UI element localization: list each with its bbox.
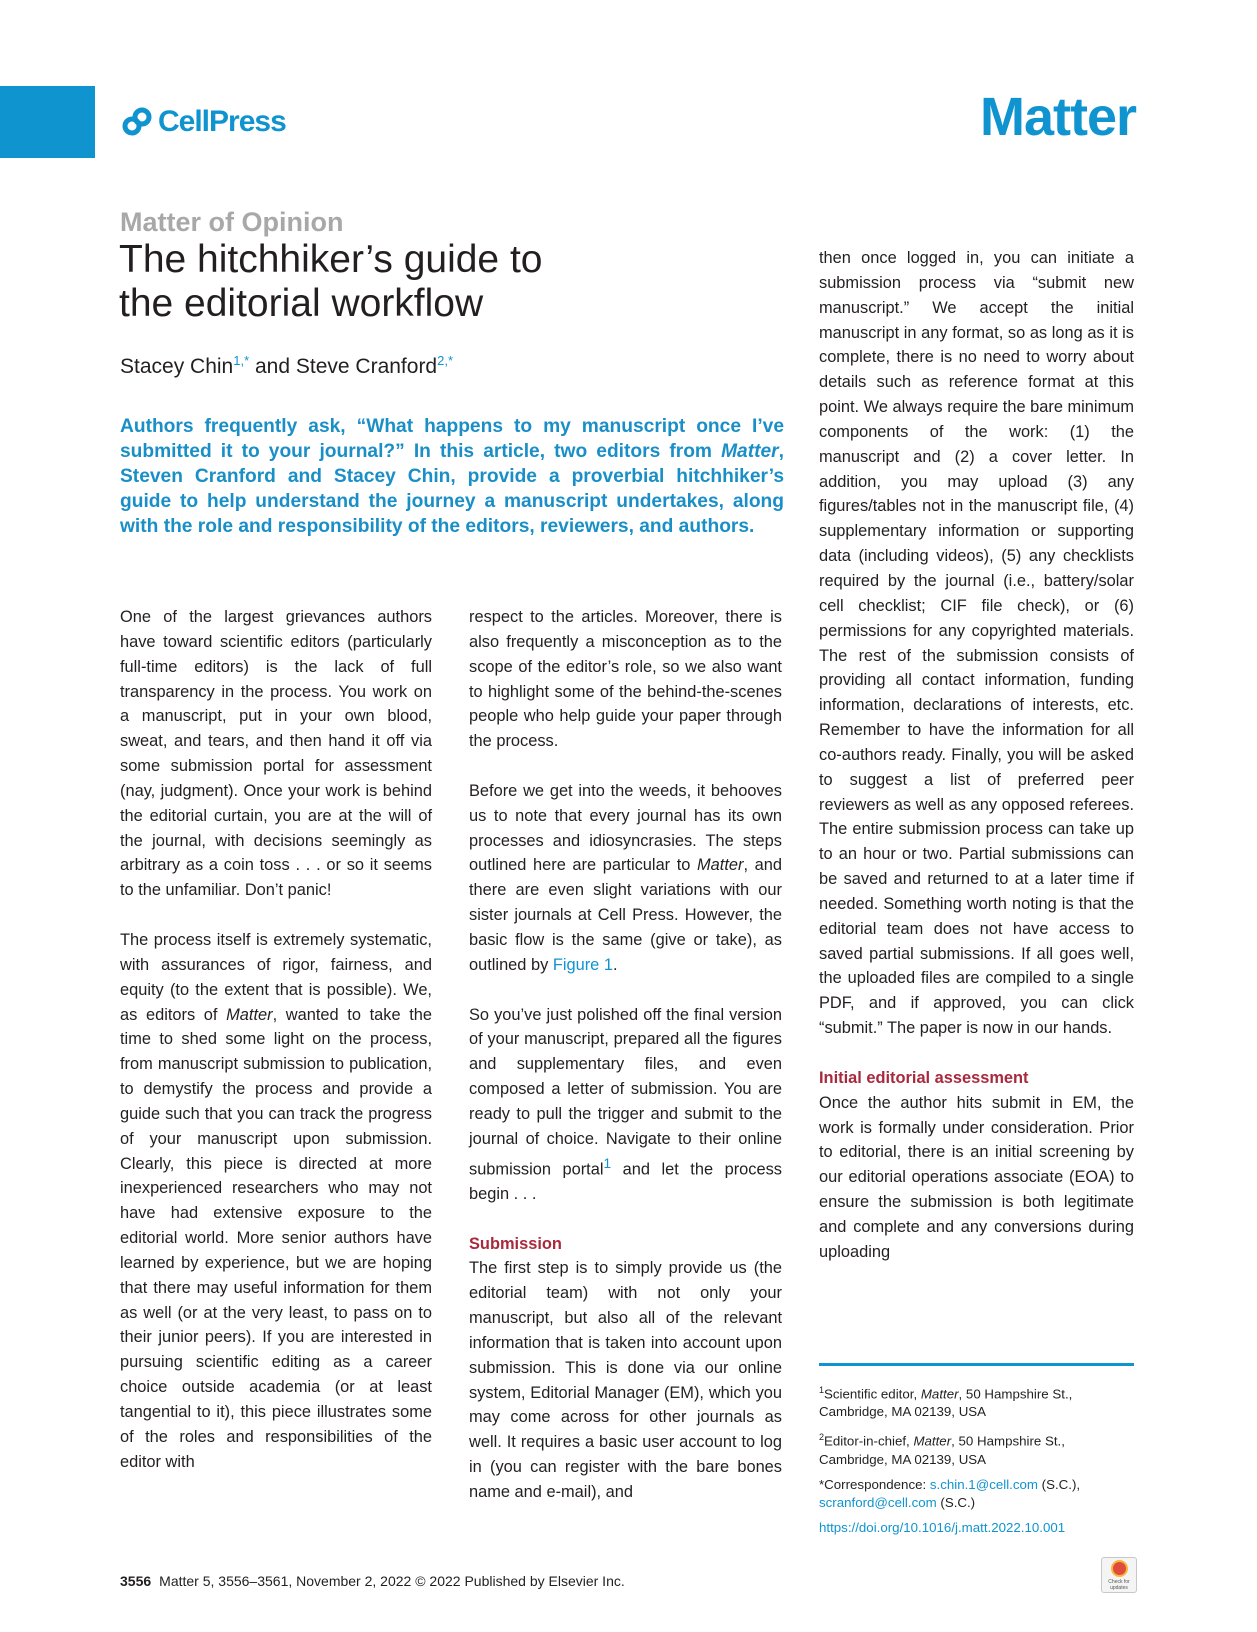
publisher-name: CellPress (158, 105, 286, 138)
author-conjunction: and (254, 355, 291, 378)
note-text: Scientific editor, (824, 1386, 921, 1402)
abstract (120, 415, 784, 540)
citation-line: Matter 5, 3556–3561, November 2, 2022 © 2022 Published by Elsevier Inc. (159, 1573, 625, 1589)
body-column-2 (469, 605, 782, 1530)
page-number: 3556 (120, 1573, 152, 1589)
body-paragraph (469, 1003, 782, 1207)
footnotes (819, 1381, 1134, 1544)
note-text: (S.C.) (936, 1494, 976, 1510)
doi-link[interactable]: https://doi.org/10.1016/j.matt.2022.10.001 (819, 1519, 1066, 1535)
journal-name-italic: Matter (226, 1005, 273, 1024)
paragraph-text: Before we get into the weeds, it behooves us to note that every journal has its own processes and idiosyncrasies. The steps outlined here are particular to (469, 781, 782, 875)
paragraph-text: The first step is to simply provide us (the editorial team) with not only your manuscript, but also all of the relevant information that is taken into account upon submission. This is done via our online system, Editorial Manager (EM), which you may come across for other journals as well. It requires a basic user account to log in (you can register with the bare bones name and e-mail), and (469, 1259, 782, 1501)
author-list (120, 353, 453, 379)
note-text: Editor-in-chief, (824, 1433, 914, 1449)
affiliation-note (819, 1381, 1134, 1421)
body-paragraph (819, 1066, 1134, 1265)
paragraph-text: , and there are even slight variations with our sister journals at Cell Press. However, the basic flow is the same (give or take), as outlined by (469, 856, 782, 974)
reference-1-link[interactable]: 1 (603, 1155, 612, 1171)
note-text: (S.C.), (1037, 1476, 1081, 1492)
email-link-1[interactable]: s.chin.1@cell.com (929, 1476, 1038, 1492)
body-paragraph (120, 928, 432, 1475)
badge-label: Check for updates (1108, 1578, 1130, 1591)
header-color-block (0, 86, 95, 158)
abstract-text: , Steven Cranford and Stacey Chin, provide a proverbial hitchhiker’s guide to help understand the journey a manuscript undertakes, along with the role and responsibility of the editors, reviewers, and authors. (120, 440, 784, 537)
paragraph-text: So you’ve just polished off the final version of your manuscript, prepared all the figures and supplementary files, and even composed a letter of submission. You are ready to pull the trigger and submit to the journal of choice. Navigate to their online submission portal (469, 1005, 782, 1179)
note-text: *Correspondence: (819, 1476, 930, 1492)
correspondence-note (819, 1476, 1134, 1512)
check-for-updates-icon (1111, 1560, 1128, 1577)
cellpress-logo[interactable] (120, 104, 286, 140)
section-label: Matter of Opinion (120, 207, 344, 237)
note-text: , 50 Hampshire St., Cambridge, MA 02139, USA (819, 1433, 1065, 1467)
body-paragraph (469, 1232, 782, 1505)
title-line-2: the editorial workflow (119, 282, 484, 325)
body-paragraph: One of the largest grievances authors have toward scientific editors (particularly full-time editors) is the lack of full transparency in the process. You work on a manuscript, put in your own blood, sweat, and tears, and then hand it off via some submission portal for assessment (nay, judgment). Once your work is behind the editorial curtain, you are at the will of the journal, with decisions seemingly as arbitrary as a coin toss . . . or so it seems to the unfamiliar. Don’t panic! (120, 608, 432, 900)
email-link-2[interactable]: scranford@cell.com (819, 1494, 937, 1510)
paragraph-text: and let the process begin . . . (469, 1160, 782, 1203)
check-for-updates-button[interactable] (1101, 1557, 1137, 1593)
journal-name: Matter (979, 87, 1136, 147)
paragraph-text: Once the author hits submit in EM, the work is formally under consideration. Prior to editorial, there is an initial screening by our editorial operations associate (EOA) to ensure the submission is both legitimate and complete and any conversions during uploading (819, 1093, 1134, 1261)
initial-assessment-heading: Initial editorial assessment (819, 1068, 1029, 1087)
author-name: Steve Cranford (295, 355, 438, 378)
footnote-divider (819, 1363, 1134, 1366)
abstract-text: Authors frequently ask, “What happens to my manuscript once I’ve submitted it to your journal?” In this article, two editors from (120, 416, 784, 462)
body-paragraph: respect to the articles. Moreover, there is also frequently a misconception as to the scope of the editor’s role, so we also want to highlight some of the behind-the-scenes people who help guide your paper through the process. (469, 608, 782, 751)
paragraph-text: , wanted to take the time to shed some light on the process, from manuscript submission to publication, to demystify the process and provide a guide such that you can track the progress of your manuscript upon submission. Clearly, this piece is directed at more inexperienced researchers who may not have had extensive exposure to the editorial world. More senior authors have learned by experience, but we are hoping that there may useful information for them as well (or at the very least, to pass on to their junior peers). If you are interested in pursuing scientific editing as a career choice outside academia (or at least tangential to it), this piece illustrates some of the roles and responsibilities of the editor with (120, 1005, 433, 1471)
body-column-1 (120, 605, 432, 1499)
paragraph-text: . (612, 955, 618, 974)
body-paragraph: then once logged in, you can initiate a submission process via “submit new manuscript.” We accept the initial manuscript in any format, so as long as it is complete, there is no need to worry about details such as reference format at this point. We always require the bare minimum components of the work: (1) the manuscript and (2) a cover letter. In addition, you may upload (3) any figures/tables not in the manuscript file, (4) supplementary information or supporting data (including videos), (5) any checklists required by the journal (i.e., battery/solar cell checklist; CIF file check), or (6) permissions for any copyrighted materials. The rest of the submission consists of providing all contact information, funding information, declarations of interests, etc. Remember to have the information for all co-authors ready. Finally, you will be asked to suggest a list of preferred peer reviewers as well as any opposed referees. The entire submission process can take up to an hour or two. Partial submissions can be saved and returned to at a later time if needed. Something worth noting is that the editorial team does not have access to saved partial submissions. If all goes well, the uploaded files are compiled to a single PDF, and if approved, you can click “submit.” The paper is now in our hands. (819, 249, 1134, 1038)
body-column-3 (819, 246, 1134, 1289)
abstract-journal-name: Matter (721, 440, 779, 462)
submission-heading: Submission (469, 1234, 562, 1253)
note-mark: 1 (819, 1385, 825, 1395)
note-journal: Matter (920, 1386, 959, 1402)
affiliation-note (819, 1428, 1134, 1468)
cellpress-mark-icon (120, 105, 154, 139)
note-journal: Matter (913, 1433, 952, 1449)
author-affiliation-mark[interactable]: 1,* (233, 353, 250, 368)
page-footer (120, 1573, 625, 1589)
note-mark: 2 (819, 1432, 825, 1443)
journal-name-italic: Matter (697, 856, 744, 875)
author-name: Stacey Chin (120, 355, 234, 378)
note-text: , 50 Hampshire St., Cambridge, MA 02139, USA (819, 1386, 1073, 1420)
paragraph-text: The process itself is extremely systematic, with assurances of rigor, fairness, and equity (to the extent that is possible). We, as editors of (120, 930, 432, 1024)
author-affiliation-mark[interactable]: 2,* (437, 353, 454, 368)
title-line-1: The hitchhiker’s guide to (119, 238, 543, 281)
body-paragraph (469, 779, 782, 978)
doi-note (819, 1519, 1134, 1537)
figure-1-link[interactable]: Figure 1 (552, 955, 613, 974)
article-title (119, 238, 759, 326)
